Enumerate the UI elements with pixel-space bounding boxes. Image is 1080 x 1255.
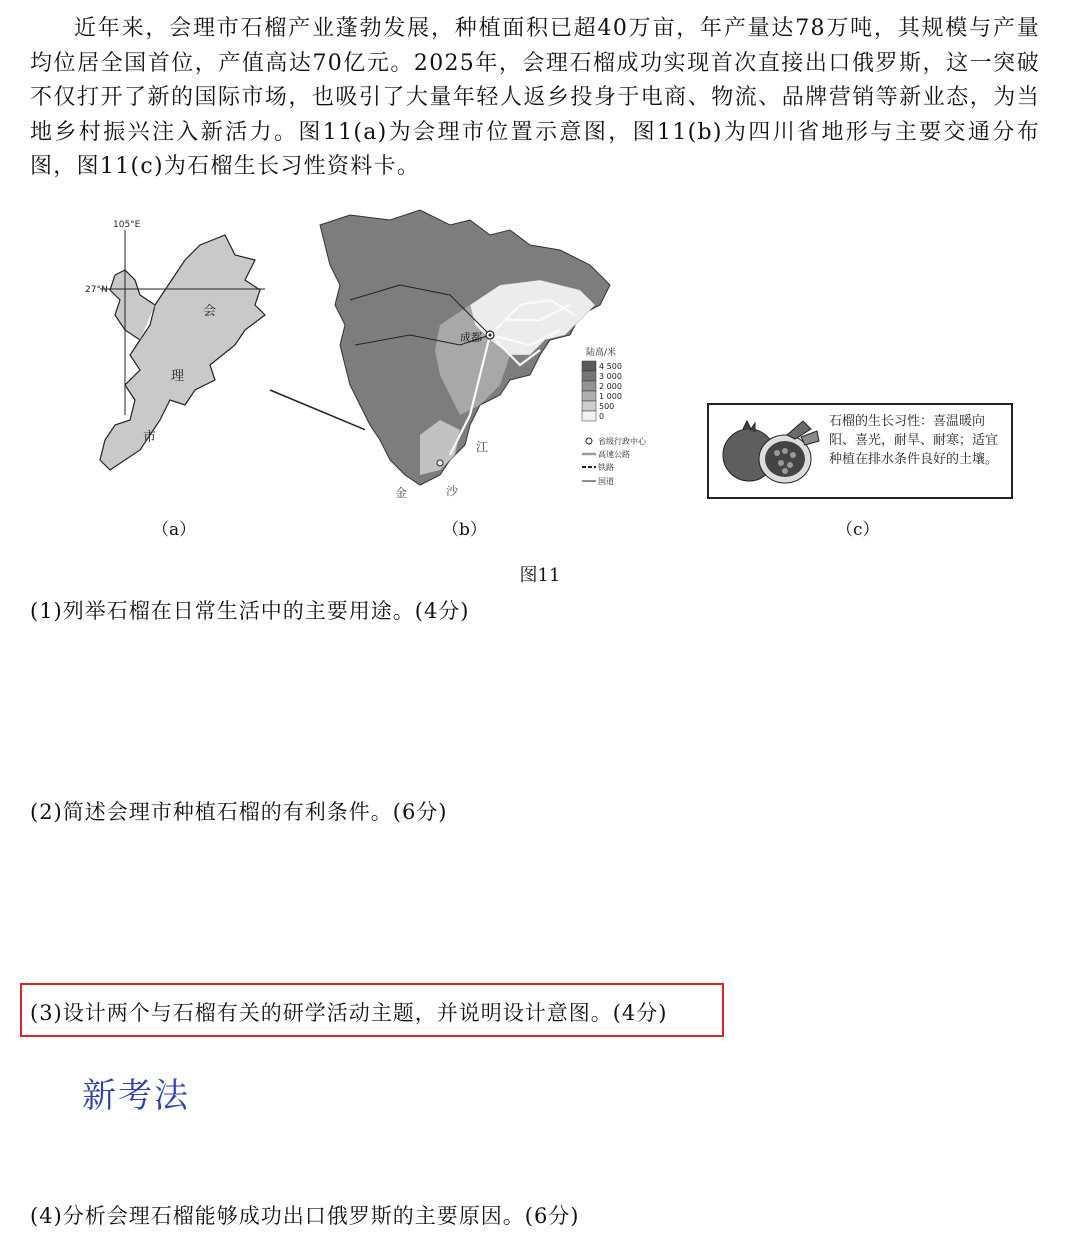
elevation-swatch [582, 401, 596, 411]
legend-railway-label: 铁路 [598, 463, 614, 472]
huili-marker [437, 460, 443, 466]
elevation-swatch [582, 411, 596, 421]
sichuan-terrain-map [290, 205, 690, 505]
city-char-li: 理 [171, 369, 185, 384]
legend-highway-label: 高速公路 [598, 450, 630, 459]
latitude-label: 27°N [85, 285, 108, 295]
chengdu-label: 成都 [460, 331, 482, 344]
legend-title: 陆高/米 [586, 348, 617, 358]
pomegranate-info-card [707, 403, 1013, 499]
elevation-label: 500 [599, 402, 615, 411]
elevation-swatch [582, 381, 596, 391]
elevation-label: 1 000 [599, 392, 622, 401]
elevation-label: 2 000 [599, 382, 622, 391]
city-char-shi: 市 [143, 430, 157, 445]
pomegranate-illustration [715, 407, 827, 497]
figure-caption: 图11 [519, 565, 561, 586]
panel-b-label: （b） [442, 520, 487, 540]
chengdu-marker-dot [489, 334, 492, 337]
elevation-label: 0 [599, 412, 605, 421]
elevation-swatch [582, 371, 596, 381]
legend-capital-icon [586, 438, 592, 444]
question-1: (1)列举石榴在日常生活中的主要用途。(4分) [30, 599, 470, 623]
river-sha-label: 沙 [446, 484, 459, 498]
longitude-label: 105°E [113, 220, 141, 230]
elevation-legend [582, 361, 622, 421]
panel-a-label: （a） [152, 520, 197, 540]
figure-11 [0, 205, 1080, 590]
legend-capital-label: 省级行政中心 [598, 437, 646, 446]
city-char-hui: 会 [203, 304, 217, 319]
legend-road-label: 国道 [598, 477, 614, 486]
new-method-label: 新考法 [82, 1076, 190, 1116]
elevation-swatch [582, 391, 596, 401]
question-3: (3)设计两个与石榴有关的研学活动主题，并说明设计意图。(4分) [30, 1001, 668, 1025]
river-jin-label: 金 [395, 486, 408, 500]
elevation-label: 4 500 [599, 362, 622, 371]
question-4: (4)分析会理石榴能够成功出口俄罗斯的主要原因。(6分) [30, 1204, 580, 1228]
elevation-label: 3 000 [599, 372, 622, 381]
card-text: 石榴的生长习性：喜温暖向阳、喜光，耐旱、耐寒；适宜种植在排水条件良好的土壤。 [829, 414, 999, 467]
elevation-swatch [582, 361, 596, 371]
river-jiang-label: 江 [476, 440, 489, 454]
intro-paragraph: 近年来，会理市石榴产业蓬勃发展，种植面积已超40万亩，年产量达78万吨，其规模与产量均位居全国首位，产值高达70亿元。2025年，会理石榴成功实现首次直接出口俄罗斯，这一突破不仅打开了新的国际市场，也吸引了大量年轻人返乡投身于电商、物流、品牌营销等新业态，为当地乡村振兴注入新活力。图11(a)为会理市位置示意图，图11(b)为四川省地形与主要交通分布图，图11(c)为石榴生长习性资料卡。 [30, 16, 1040, 179]
panel-c-label: （c） [836, 520, 880, 540]
question-2: (2)简述会理市种植石榴的有利条件。(6分) [30, 800, 448, 824]
